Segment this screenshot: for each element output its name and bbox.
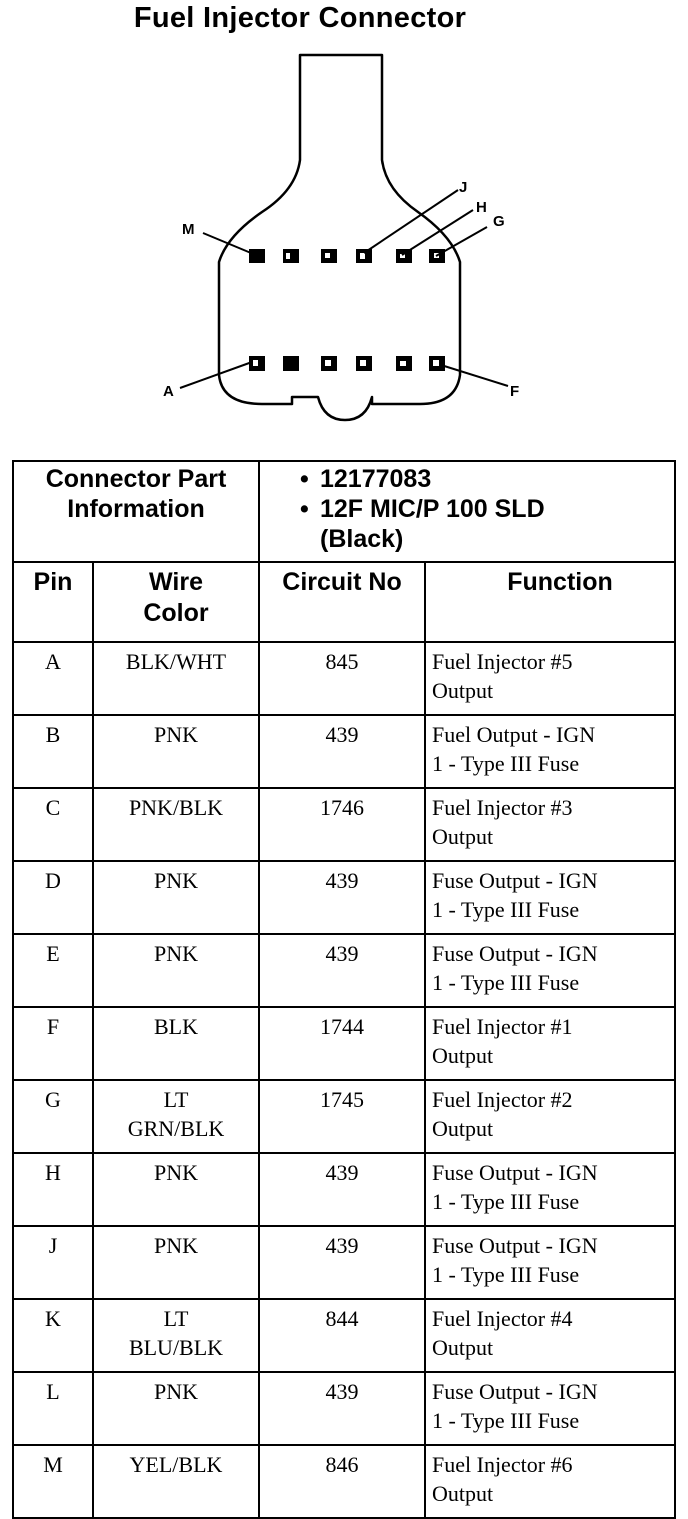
function-line: 1 - Type III Fuse: [432, 970, 580, 995]
wire-color-line: LT: [163, 1087, 189, 1112]
bullet: •: [300, 495, 309, 523]
pin-mark: [400, 361, 406, 366]
table-row: [13, 1007, 675, 1080]
wire-color-line: PNK: [153, 941, 198, 966]
circuit-cell: 439: [259, 1153, 425, 1226]
pin-label-a: A: [163, 383, 174, 400]
part-info-label-line: Connector Part: [45, 465, 227, 493]
pin-mark: [360, 253, 365, 259]
wire-color-line: LT: [163, 1306, 189, 1331]
circuit-cell: 1745: [259, 1080, 425, 1153]
function-line: Output: [432, 1116, 494, 1141]
function-line: Output: [432, 678, 494, 703]
table-row: [13, 1299, 675, 1372]
table-row: [13, 1226, 675, 1299]
part-number-text: 12177083: [320, 465, 432, 493]
pin-label-g: G: [493, 213, 505, 230]
function-line: Fuse Output - IGN: [432, 1160, 598, 1185]
circuit-cell: 439: [259, 1226, 425, 1299]
wire-color-line: BLK/WHT: [125, 649, 227, 674]
bottom-pin-row: [249, 356, 445, 371]
function-line: Fuel Injector #3: [432, 795, 573, 820]
part-info-label-line: Information: [67, 495, 205, 523]
function-line: 1 - Type III Fuse: [432, 751, 580, 776]
pin-cavity-l: [283, 249, 299, 263]
table-row: [13, 788, 675, 861]
header-wire-color-line: Wire: [149, 568, 203, 596]
table-row: [13, 642, 675, 715]
function-cell: [425, 1226, 675, 1299]
part-info-values: [259, 461, 675, 562]
function-cell: [425, 934, 675, 1007]
wire-color-line: PNK: [153, 1379, 198, 1404]
function-line: 1 - Type III Fuse: [432, 1189, 580, 1214]
wire-color-cell: [93, 934, 259, 1007]
function-cell: [425, 1080, 675, 1153]
pin-mark: [325, 253, 330, 258]
wire-color-line: PNK: [153, 1233, 198, 1258]
connector-table: [12, 460, 676, 1519]
leader-line-h: [402, 210, 473, 255]
header-row: [13, 562, 675, 642]
table-row: [13, 1372, 675, 1445]
pin-cavity-b: [283, 356, 299, 371]
leader-line-j: [364, 190, 458, 253]
function-line: Fuse Output - IGN: [432, 1379, 598, 1404]
table-row: [13, 1080, 675, 1153]
top-pin-row: [249, 249, 445, 263]
function-line: Fuse Output - IGN: [432, 868, 598, 893]
pin-mark: [253, 360, 258, 366]
table-row: [13, 934, 675, 1007]
bullet: •: [300, 465, 309, 493]
header-wire-color: [93, 562, 259, 642]
wire-color-cell: [93, 715, 259, 788]
pin-cell: H: [13, 1153, 93, 1226]
function-line: Fuel Injector #1: [432, 1014, 573, 1039]
function-line: 1 - Type III Fuse: [432, 1408, 580, 1433]
part-info-label: [13, 461, 259, 562]
pin-cell: B: [13, 715, 93, 788]
pin-mark: [433, 360, 439, 366]
circuit-cell: 439: [259, 934, 425, 1007]
diagram-title: Fuel Injector Connector: [133, 2, 467, 34]
function-line: 1 - Type III Fuse: [432, 897, 580, 922]
circuit-cell: 1746: [259, 788, 425, 861]
pin-cell: L: [13, 1372, 93, 1445]
function-line: Output: [432, 1043, 494, 1068]
function-line: Output: [432, 1481, 494, 1506]
function-cell: [425, 788, 675, 861]
pin-cell: F: [13, 1007, 93, 1080]
function-line: Fuse Output - IGN: [432, 1233, 598, 1258]
leader-line-g: [436, 227, 487, 256]
function-line: Fuel Injector #4: [432, 1306, 573, 1331]
header-circuit-no: Circuit No: [259, 562, 425, 642]
connector-color-text: (Black): [320, 525, 404, 553]
wire-color-line: BLK: [154, 1014, 198, 1039]
connector-type-text: 12F MIC/P 100 SLD: [320, 495, 545, 523]
function-cell: [425, 1299, 675, 1372]
wire-color-cell: [93, 1080, 259, 1153]
function-line: 1 - Type III Fuse: [432, 1262, 580, 1287]
pin-cell: A: [13, 642, 93, 715]
pin-rows: [13, 642, 675, 1518]
pin-cell: J: [13, 1226, 93, 1299]
pin-mark: [360, 360, 366, 366]
wire-color-cell: [93, 1153, 259, 1226]
wire-color-line: GRN/BLK: [127, 1116, 225, 1141]
wire-color-cell: [93, 1007, 259, 1080]
pin-cell: K: [13, 1299, 93, 1372]
pin-label-m: M: [182, 221, 195, 238]
function-cell: [425, 1007, 675, 1080]
function-line: Output: [432, 1335, 494, 1360]
function-cell: [425, 1372, 675, 1445]
header-function: Function: [425, 562, 675, 642]
connector-color: [300, 524, 674, 554]
header-pin: Pin: [13, 562, 93, 642]
pin-label-h: H: [476, 199, 487, 216]
wire-color-line: PNK: [153, 722, 198, 747]
function-line: Fuse Output - IGN: [432, 941, 598, 966]
table-row: [13, 861, 675, 934]
pin-cavity-m: [249, 249, 265, 263]
function-line: Fuel Injector #5: [432, 649, 573, 674]
part-info-row: [13, 461, 675, 562]
wire-color-cell: [93, 642, 259, 715]
pin-cell: E: [13, 934, 93, 1007]
circuit-cell: 844: [259, 1299, 425, 1372]
pin-cell: G: [13, 1080, 93, 1153]
function-line: Fuel Injector #2: [432, 1087, 573, 1112]
leader-line-f: [441, 365, 508, 386]
wire-color-cell: [93, 1372, 259, 1445]
function-cell: [425, 642, 675, 715]
pin-cell: C: [13, 788, 93, 861]
function-cell: [425, 861, 675, 934]
pin-label-f: F: [510, 383, 520, 400]
header-wire-color-line: Color: [143, 599, 209, 627]
leader-line-a: [180, 362, 252, 388]
wire-color-cell: [93, 1226, 259, 1299]
pin-mark: [325, 360, 331, 366]
function-line: Output: [432, 824, 494, 849]
wire-color-line: PNK: [153, 1160, 198, 1185]
function-line: Fuel Injector #6: [432, 1452, 573, 1477]
wire-color-cell: [93, 788, 259, 861]
pin-label-j: J: [459, 179, 468, 196]
circuit-cell: 1744: [259, 1007, 425, 1080]
function-cell: [425, 715, 675, 788]
wire-color-cell: [93, 861, 259, 934]
circuit-cell: 439: [259, 861, 425, 934]
leader-line-m: [203, 233, 251, 253]
wire-color-line: PNK: [153, 868, 198, 893]
connector-diagram: [0, 0, 688, 440]
circuit-cell: 439: [259, 1372, 425, 1445]
wire-color-line: PNK/BLK: [128, 795, 224, 820]
wire-color-line: BLU/BLK: [128, 1335, 224, 1360]
circuit-cell: 439: [259, 715, 425, 788]
part-number: [300, 464, 674, 494]
wire-color-cell: [93, 1299, 259, 1372]
circuit-cell: 845: [259, 642, 425, 715]
connector-type: [300, 494, 674, 524]
wire-color-line: YEL/BLK: [129, 1452, 223, 1477]
table-row: [13, 715, 675, 788]
pin-cell: M: [13, 1445, 93, 1518]
table-row: [13, 1153, 675, 1226]
function-line: Fuel Output - IGN: [432, 722, 596, 747]
pin-cell: D: [13, 861, 93, 934]
circuit-cell: 846: [259, 1445, 425, 1518]
function-cell: [425, 1153, 675, 1226]
pin-mark: [286, 253, 290, 259]
